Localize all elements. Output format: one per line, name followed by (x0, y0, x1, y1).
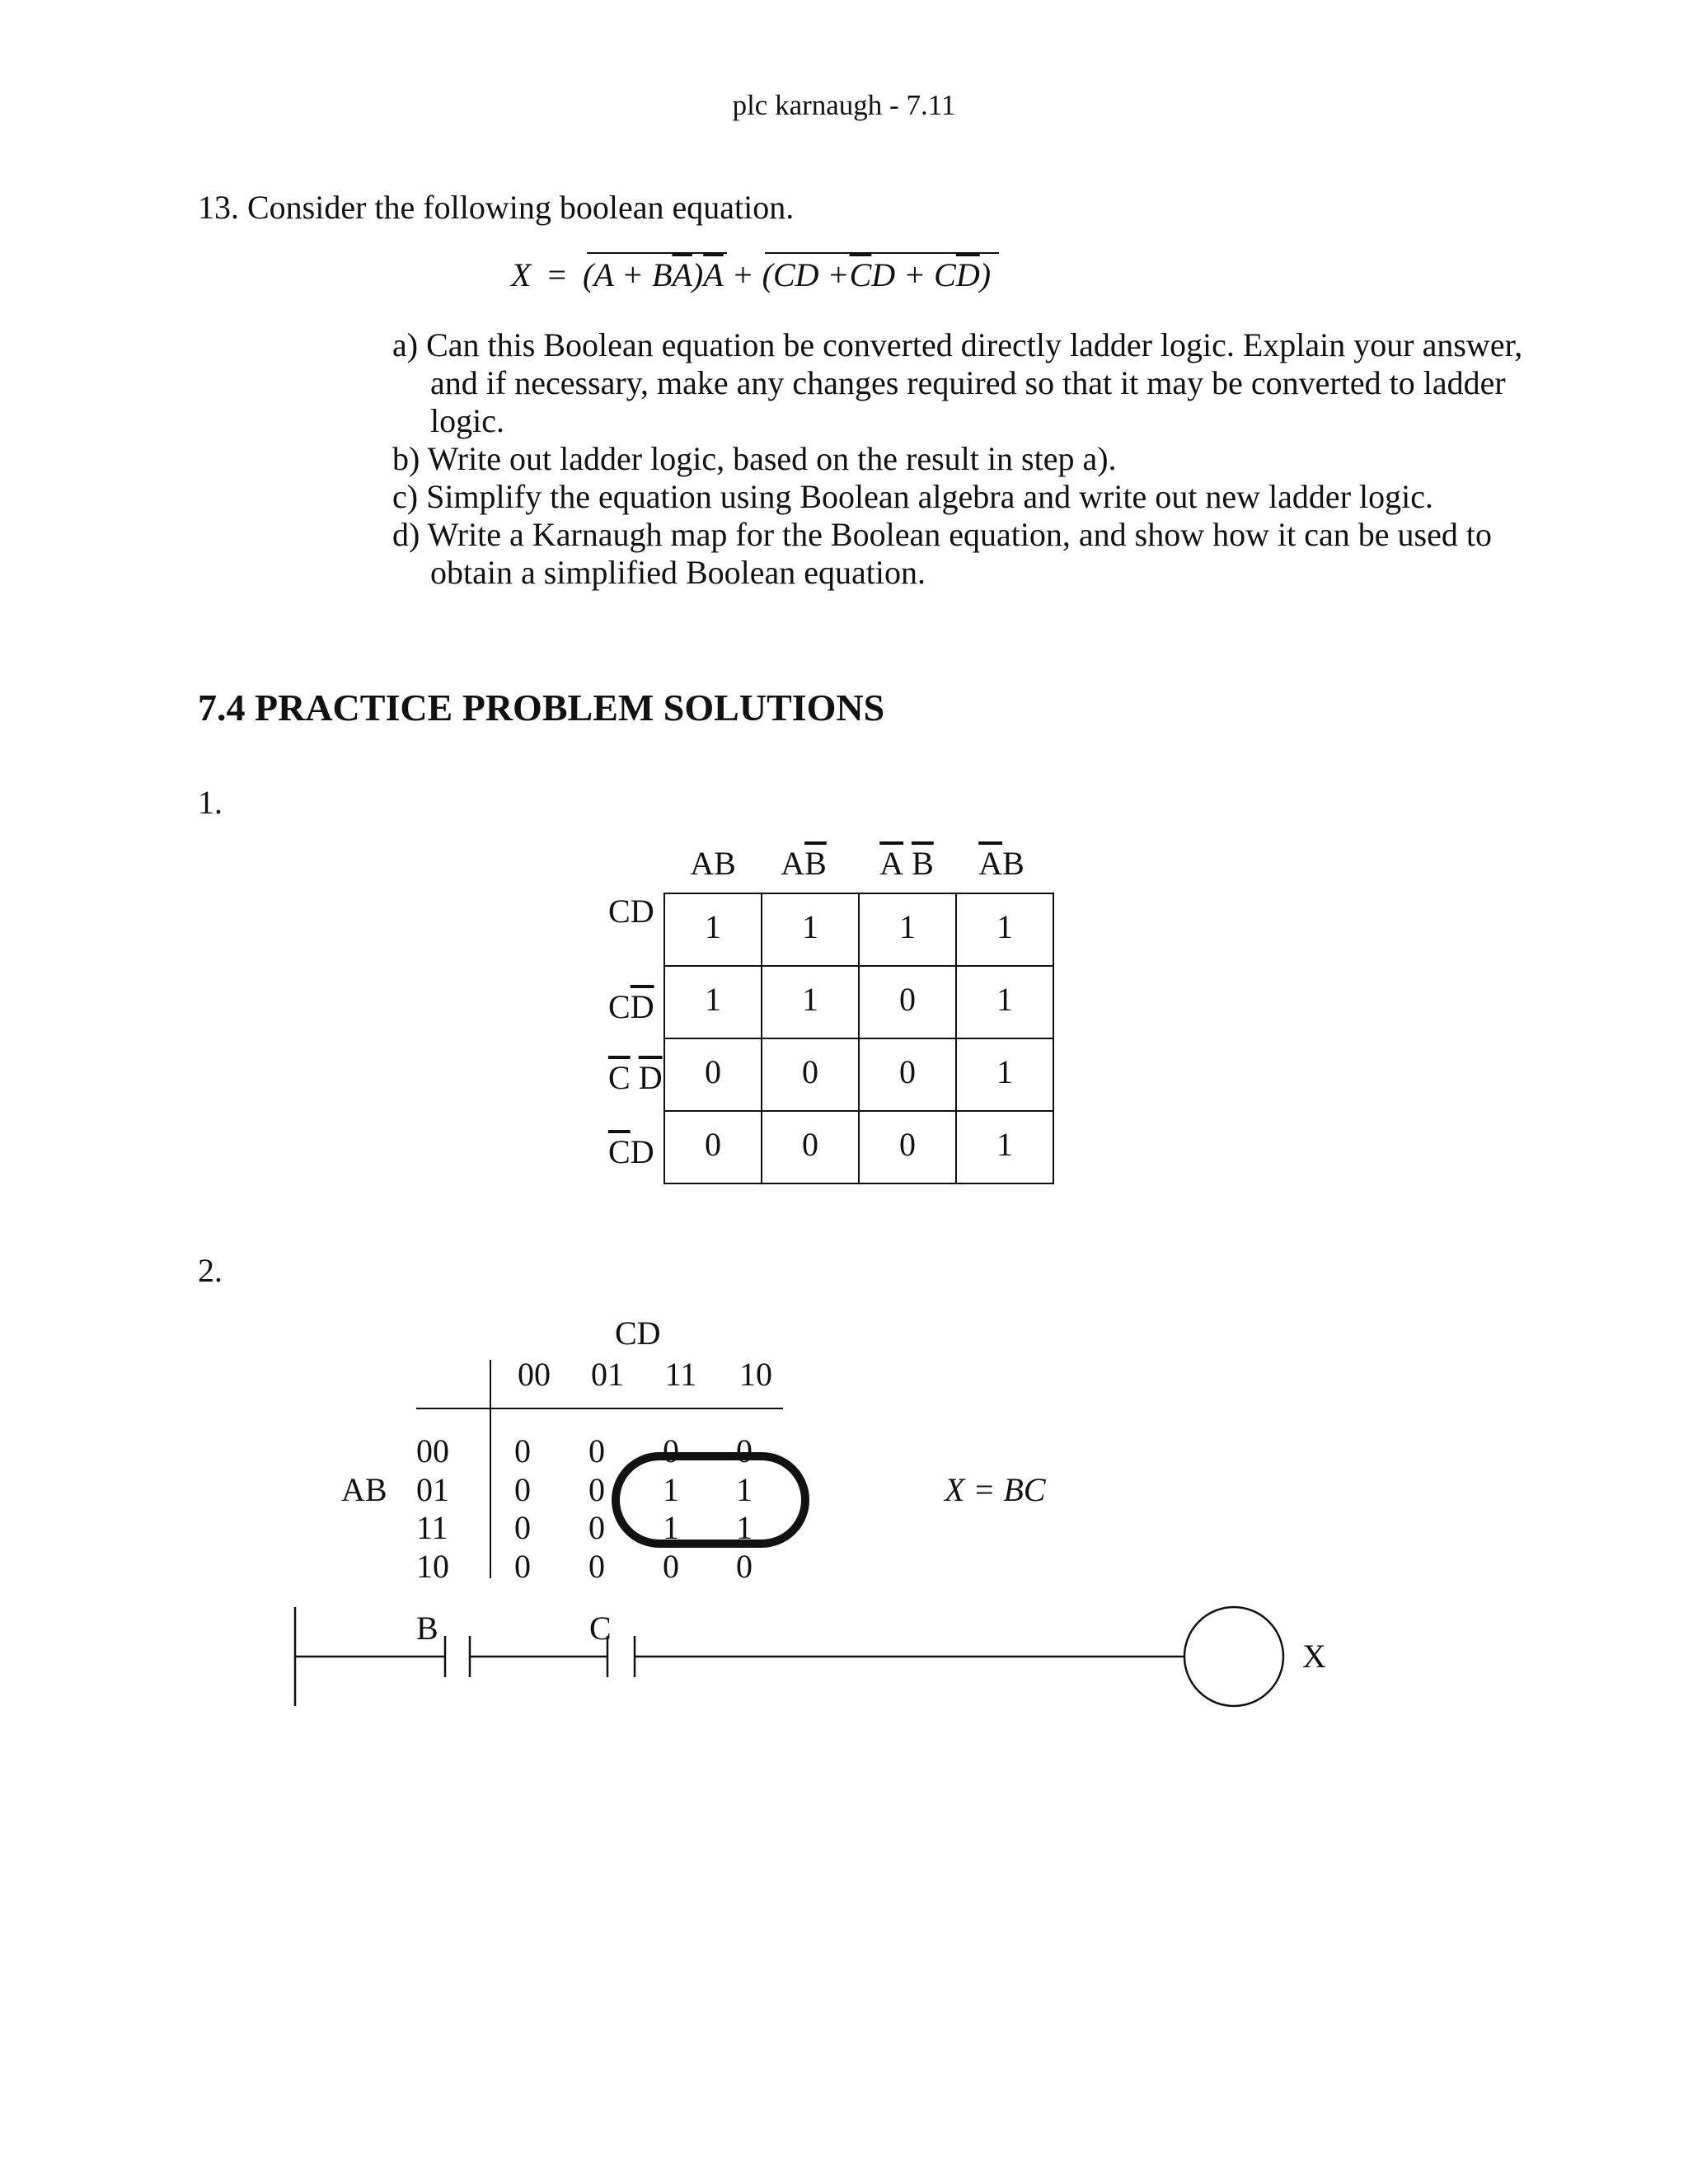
kmap2-cell: 0 (588, 1432, 605, 1469)
kmap1-cell: 0 (859, 1111, 956, 1183)
kmap1-cell: 1 (762, 966, 859, 1038)
kmap1-cell: 1 (956, 966, 1053, 1038)
kmap1-cell: 1 (956, 1038, 1053, 1111)
kmap1-row-d: D (630, 893, 654, 930)
kmap1-cell: 0 (859, 966, 956, 1038)
coil-label: X (1302, 1638, 1326, 1675)
equation-term2-open: (CD + (762, 256, 850, 293)
kmap2-cell: 1 (736, 1471, 753, 1508)
kmap2-row-label: 01 (416, 1471, 449, 1508)
question-part-d: d) Write a Karnaugh map for the Boolean equation, and show how it can be used to obtain a simplified Boolean equation. (392, 516, 1492, 591)
kmap2-cell: 0 (663, 1432, 679, 1469)
kmap1-col-b: $\overline{B}$ (912, 845, 934, 882)
solution-number-2: 2. (198, 1252, 223, 1289)
kmap1-cell: 1 (762, 893, 859, 966)
kmap1-cell: 1 (956, 893, 1053, 966)
kmap1-cell: 1 (664, 966, 762, 1038)
kmap2-cell: 0 (514, 1432, 531, 1469)
equation-lhs: X (511, 256, 532, 293)
kmap1-col-b: B (1002, 845, 1025, 882)
kmap1-cell: 1 (664, 893, 762, 966)
contact-c-label: C (589, 1610, 612, 1647)
page-header: plc karnaugh - 7.11 (732, 89, 956, 121)
equation-term2-dbar: $\overline{D}$ (955, 256, 980, 293)
kmap1-cell: 0 (859, 1038, 956, 1111)
equation-term2-mid: D + C (871, 256, 956, 293)
question-part-b: b) Write out ladder logic, based on the result in step a). (392, 440, 1117, 477)
equation-equals: = (547, 256, 566, 293)
kmap1-col-b: B (714, 845, 736, 882)
kmap1-row-d: D (630, 1133, 654, 1170)
kmap2-cell: 0 (514, 1509, 531, 1546)
equation-term1-trailing-abar: $\overline{A}$ (703, 256, 724, 293)
contact-b-label: B (416, 1610, 438, 1647)
kmap1-cell: 0 (762, 1038, 859, 1111)
kmap2-cell: 0 (736, 1548, 753, 1585)
kmap1-cell: 0 (762, 1111, 859, 1183)
kmap2-cell: 0 (588, 1509, 605, 1546)
kmap2-cell: 1 (736, 1509, 753, 1546)
kmap1-col-a: $\overline{A}$ (978, 845, 1003, 882)
solution-number-1: 1. (198, 784, 223, 821)
kmap2-row-label: 10 (416, 1548, 449, 1585)
kmap2-cell: 0 (588, 1548, 605, 1585)
kmap1-col-a: $\overline{A}$ (879, 845, 904, 882)
output-coil (1184, 1607, 1283, 1706)
kmap2-col-label: 11 (664, 1356, 697, 1393)
kmap1-row-c: $\overline{C}$ (608, 1133, 631, 1170)
kmap1-col-b: $\overline{B}$ (804, 845, 827, 882)
kmap2-cell: 0 (736, 1432, 753, 1469)
kmap1-row-c: $\overline{C}$ (608, 1059, 631, 1096)
question-intro: 13. Consider the following boolean equation. (198, 189, 795, 226)
question-part-c: c) Simplify the equation using Boolean algebra and write out new ladder logic. (392, 478, 1433, 515)
equation-plus: + (723, 256, 762, 293)
kmap2-cell: 0 (663, 1548, 679, 1585)
kmap1-cell: 0 (664, 1038, 762, 1111)
kmap1-col-a: A (690, 845, 715, 882)
equation-term1-close: ) (692, 256, 704, 293)
kmap1-cell: 1 (956, 1111, 1053, 1183)
equation-term1-open: (A + B (583, 256, 673, 293)
kmap2-result-equation: X = BC (945, 1471, 1046, 1508)
kmap2-col-label: 00 (518, 1356, 551, 1393)
kmap2-row-variable: AB (341, 1471, 387, 1508)
question-part-a: a) Can this Boolean equation be converted directly ladder logic. Explain your answer, and if necessary, make any changes required so that it may be converted to ladder logic. (392, 326, 1523, 439)
kmap2-cell: 1 (663, 1471, 679, 1508)
kmap1-cell: 0 (664, 1111, 762, 1183)
kmap1-row-c: C (608, 893, 631, 930)
equation-term1-abar: $\overline{A}$ (672, 256, 692, 293)
kmap2-cell: 1 (663, 1509, 679, 1546)
kmap2-column-variable: CD (615, 1315, 661, 1352)
kmap2-cell: 0 (514, 1548, 531, 1585)
kmap1-row-d: $\overline{D}$ (630, 988, 654, 1025)
equation-term2-cbar: $\overline{C}$ (849, 256, 872, 293)
kmap1-cell: 1 (859, 893, 956, 966)
kmap2-col-label: 01 (591, 1356, 624, 1393)
kmap2-row-label: 11 (416, 1509, 448, 1546)
kmap1-row-d: $\overline{D}$ (638, 1059, 663, 1096)
kmap2-row-label: 00 (416, 1432, 449, 1469)
kmap2-cell: 0 (588, 1471, 605, 1508)
kmap2-col-label: 10 (739, 1356, 772, 1393)
kmap1-col-a: A (781, 845, 805, 882)
section-title: 7.4 PRACTICE PROBLEM SOLUTIONS (198, 687, 885, 729)
equation-term2-close: ) (979, 256, 992, 293)
kmap2-cell: 0 (514, 1471, 531, 1508)
kmap1-row-c: C (608, 988, 631, 1025)
